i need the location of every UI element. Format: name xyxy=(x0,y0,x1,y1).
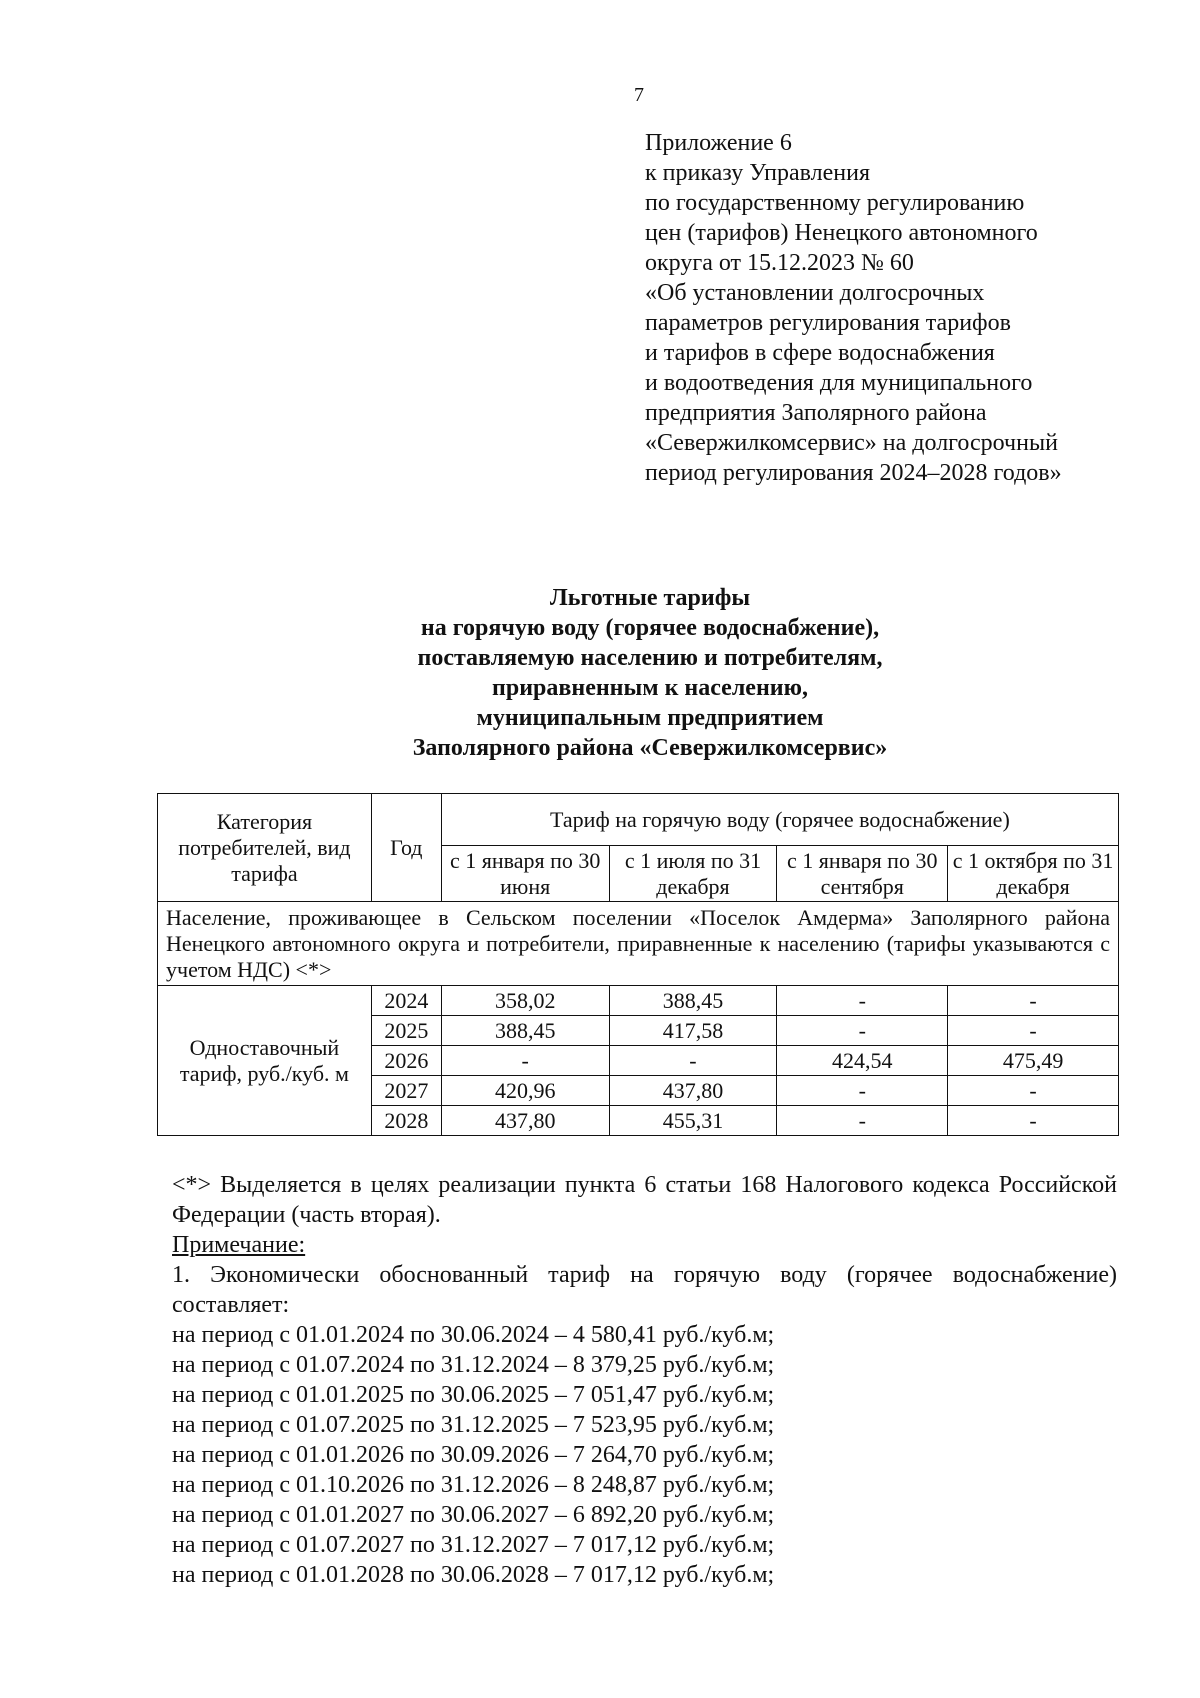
value-cell: 420,96 xyxy=(441,1076,609,1106)
header-period: с 1 января по 30 июня xyxy=(441,846,609,902)
year-cell: 2028 xyxy=(371,1106,441,1136)
value-cell: - xyxy=(777,986,948,1016)
appendix-line: параметров регулирования тарифов xyxy=(645,310,1011,336)
period-line: на период с 01.07.2024 по 31.12.2024 – 8 379,25 руб./куб.м; xyxy=(172,1352,775,1378)
header-period: с 1 января по 30 сентября xyxy=(777,846,948,902)
value-cell: 388,45 xyxy=(441,1016,609,1046)
document-title xyxy=(150,583,1150,763)
value-cell: 358,02 xyxy=(441,986,609,1016)
value-cell: - xyxy=(948,1106,1119,1136)
value-cell: - xyxy=(948,1076,1119,1106)
notes-section xyxy=(172,1170,1117,1590)
appendix-line: к приказу Управления xyxy=(645,160,871,186)
period-line: на период с 01.01.2026 по 30.09.2026 – 7 264,70 руб./куб.м; xyxy=(172,1442,775,1468)
footnote: <*> Выделяется в целях реализации пункта 6 статьи 168 Налогового кодекса Российской Федерации (часть вторая). xyxy=(172,1172,1117,1228)
year-cell: 2026 xyxy=(371,1046,441,1076)
consumer-group-row: Население, проживающее в Сельском поселении «Поселок Амдерма» Заполярного района Ненецкого автономного округа и потребители, приравненные к населению (тарифы указываются с учетом НДС) <*> xyxy=(158,902,1119,986)
appendix-line: период регулирования 2024–2028 годов» xyxy=(645,460,1062,486)
value-cell: - xyxy=(777,1076,948,1106)
title-line: приравненным к населению, xyxy=(492,675,808,701)
period-line: на период с 01.01.2025 по 30.06.2025 – 7 051,47 руб./куб.м; xyxy=(172,1382,775,1408)
year-cell: 2024 xyxy=(371,986,441,1016)
appendix-line: «Об установлении долгосрочных xyxy=(645,280,985,306)
year-cell: 2027 xyxy=(371,1076,441,1106)
period-line: на период с 01.01.2024 по 30.06.2024 – 4 580,41 руб./куб.м; xyxy=(172,1322,775,1348)
value-cell: - xyxy=(777,1106,948,1136)
appendix-line: Приложение 6 xyxy=(645,130,792,156)
period-line: на период с 01.10.2026 по 31.12.2026 – 8 248,87 руб./куб.м; xyxy=(172,1472,775,1498)
tariff-type-cell: Одноставочный тариф, руб./куб. м xyxy=(158,986,372,1136)
appendix-line: округа от 15.12.2023 № 60 xyxy=(645,250,914,276)
value-cell: 475,49 xyxy=(948,1046,1119,1076)
table-row xyxy=(158,986,1119,1016)
value-cell: - xyxy=(948,986,1119,1016)
appendix-line: и водоотведения для муниципального xyxy=(645,370,1033,396)
header-category: Категория потребителей, вид тарифа xyxy=(158,794,372,902)
title-line: поставляемую населению и потребителям, xyxy=(417,645,883,671)
header-year: Год xyxy=(371,794,441,902)
period-line: на период с 01.07.2027 по 31.12.2027 – 7 017,12 руб./куб.м; xyxy=(172,1532,775,1558)
header-period: с 1 октября по 31 декабря xyxy=(948,846,1119,902)
appendix-line: предприятия Заполярного района xyxy=(645,400,987,426)
value-cell: 437,80 xyxy=(609,1076,777,1106)
value-cell: - xyxy=(441,1046,609,1076)
header-period: с 1 июля по 31 декабря xyxy=(609,846,777,902)
title-line: на горячую воду (горячее водоснабжение), xyxy=(420,615,880,641)
page-number: 7 xyxy=(634,84,644,106)
period-line: на период с 01.01.2027 по 30.06.2027 – 6 892,20 руб./куб.м; xyxy=(172,1502,775,1528)
note-heading: Примечание: xyxy=(172,1232,306,1258)
value-cell: - xyxy=(609,1046,777,1076)
title-line: муниципальным предприятием xyxy=(476,705,824,731)
value-cell: 424,54 xyxy=(777,1046,948,1076)
value-cell: 437,80 xyxy=(441,1106,609,1136)
appendix-header xyxy=(645,128,1165,488)
value-cell: 417,58 xyxy=(609,1016,777,1046)
value-cell: 455,31 xyxy=(609,1106,777,1136)
appendix-line: и тарифов в сфере водоснабжения xyxy=(645,340,995,366)
appendix-line: цен (тарифов) Ненецкого автономного xyxy=(645,220,1038,246)
value-cell: 388,45 xyxy=(609,986,777,1016)
period-line: на период с 01.01.2028 по 30.06.2028 – 7 017,12 руб./куб.м; xyxy=(172,1562,775,1588)
year-cell: 2025 xyxy=(371,1016,441,1046)
value-cell: - xyxy=(948,1016,1119,1046)
note-paragraph: 1. Экономически обоснованный тариф на горячую воду (горячее водоснабжение) составляет: xyxy=(172,1262,1117,1318)
value-cell: - xyxy=(777,1016,948,1046)
appendix-line: по государственному регулированию xyxy=(645,190,1025,216)
header-tariff-group: Тариф на горячую воду (горячее водоснабжение) xyxy=(441,794,1118,846)
title-line: Заполярного района «Севержилкомсервис» xyxy=(412,735,888,761)
period-line: на период с 01.07.2025 по 31.12.2025 – 7 523,95 руб./куб.м; xyxy=(172,1412,775,1438)
title-line: Льготные тарифы xyxy=(549,585,751,611)
appendix-line: «Севержилкомсервис» на долгосрочный xyxy=(645,430,1058,456)
tariff-table xyxy=(157,793,1119,1136)
